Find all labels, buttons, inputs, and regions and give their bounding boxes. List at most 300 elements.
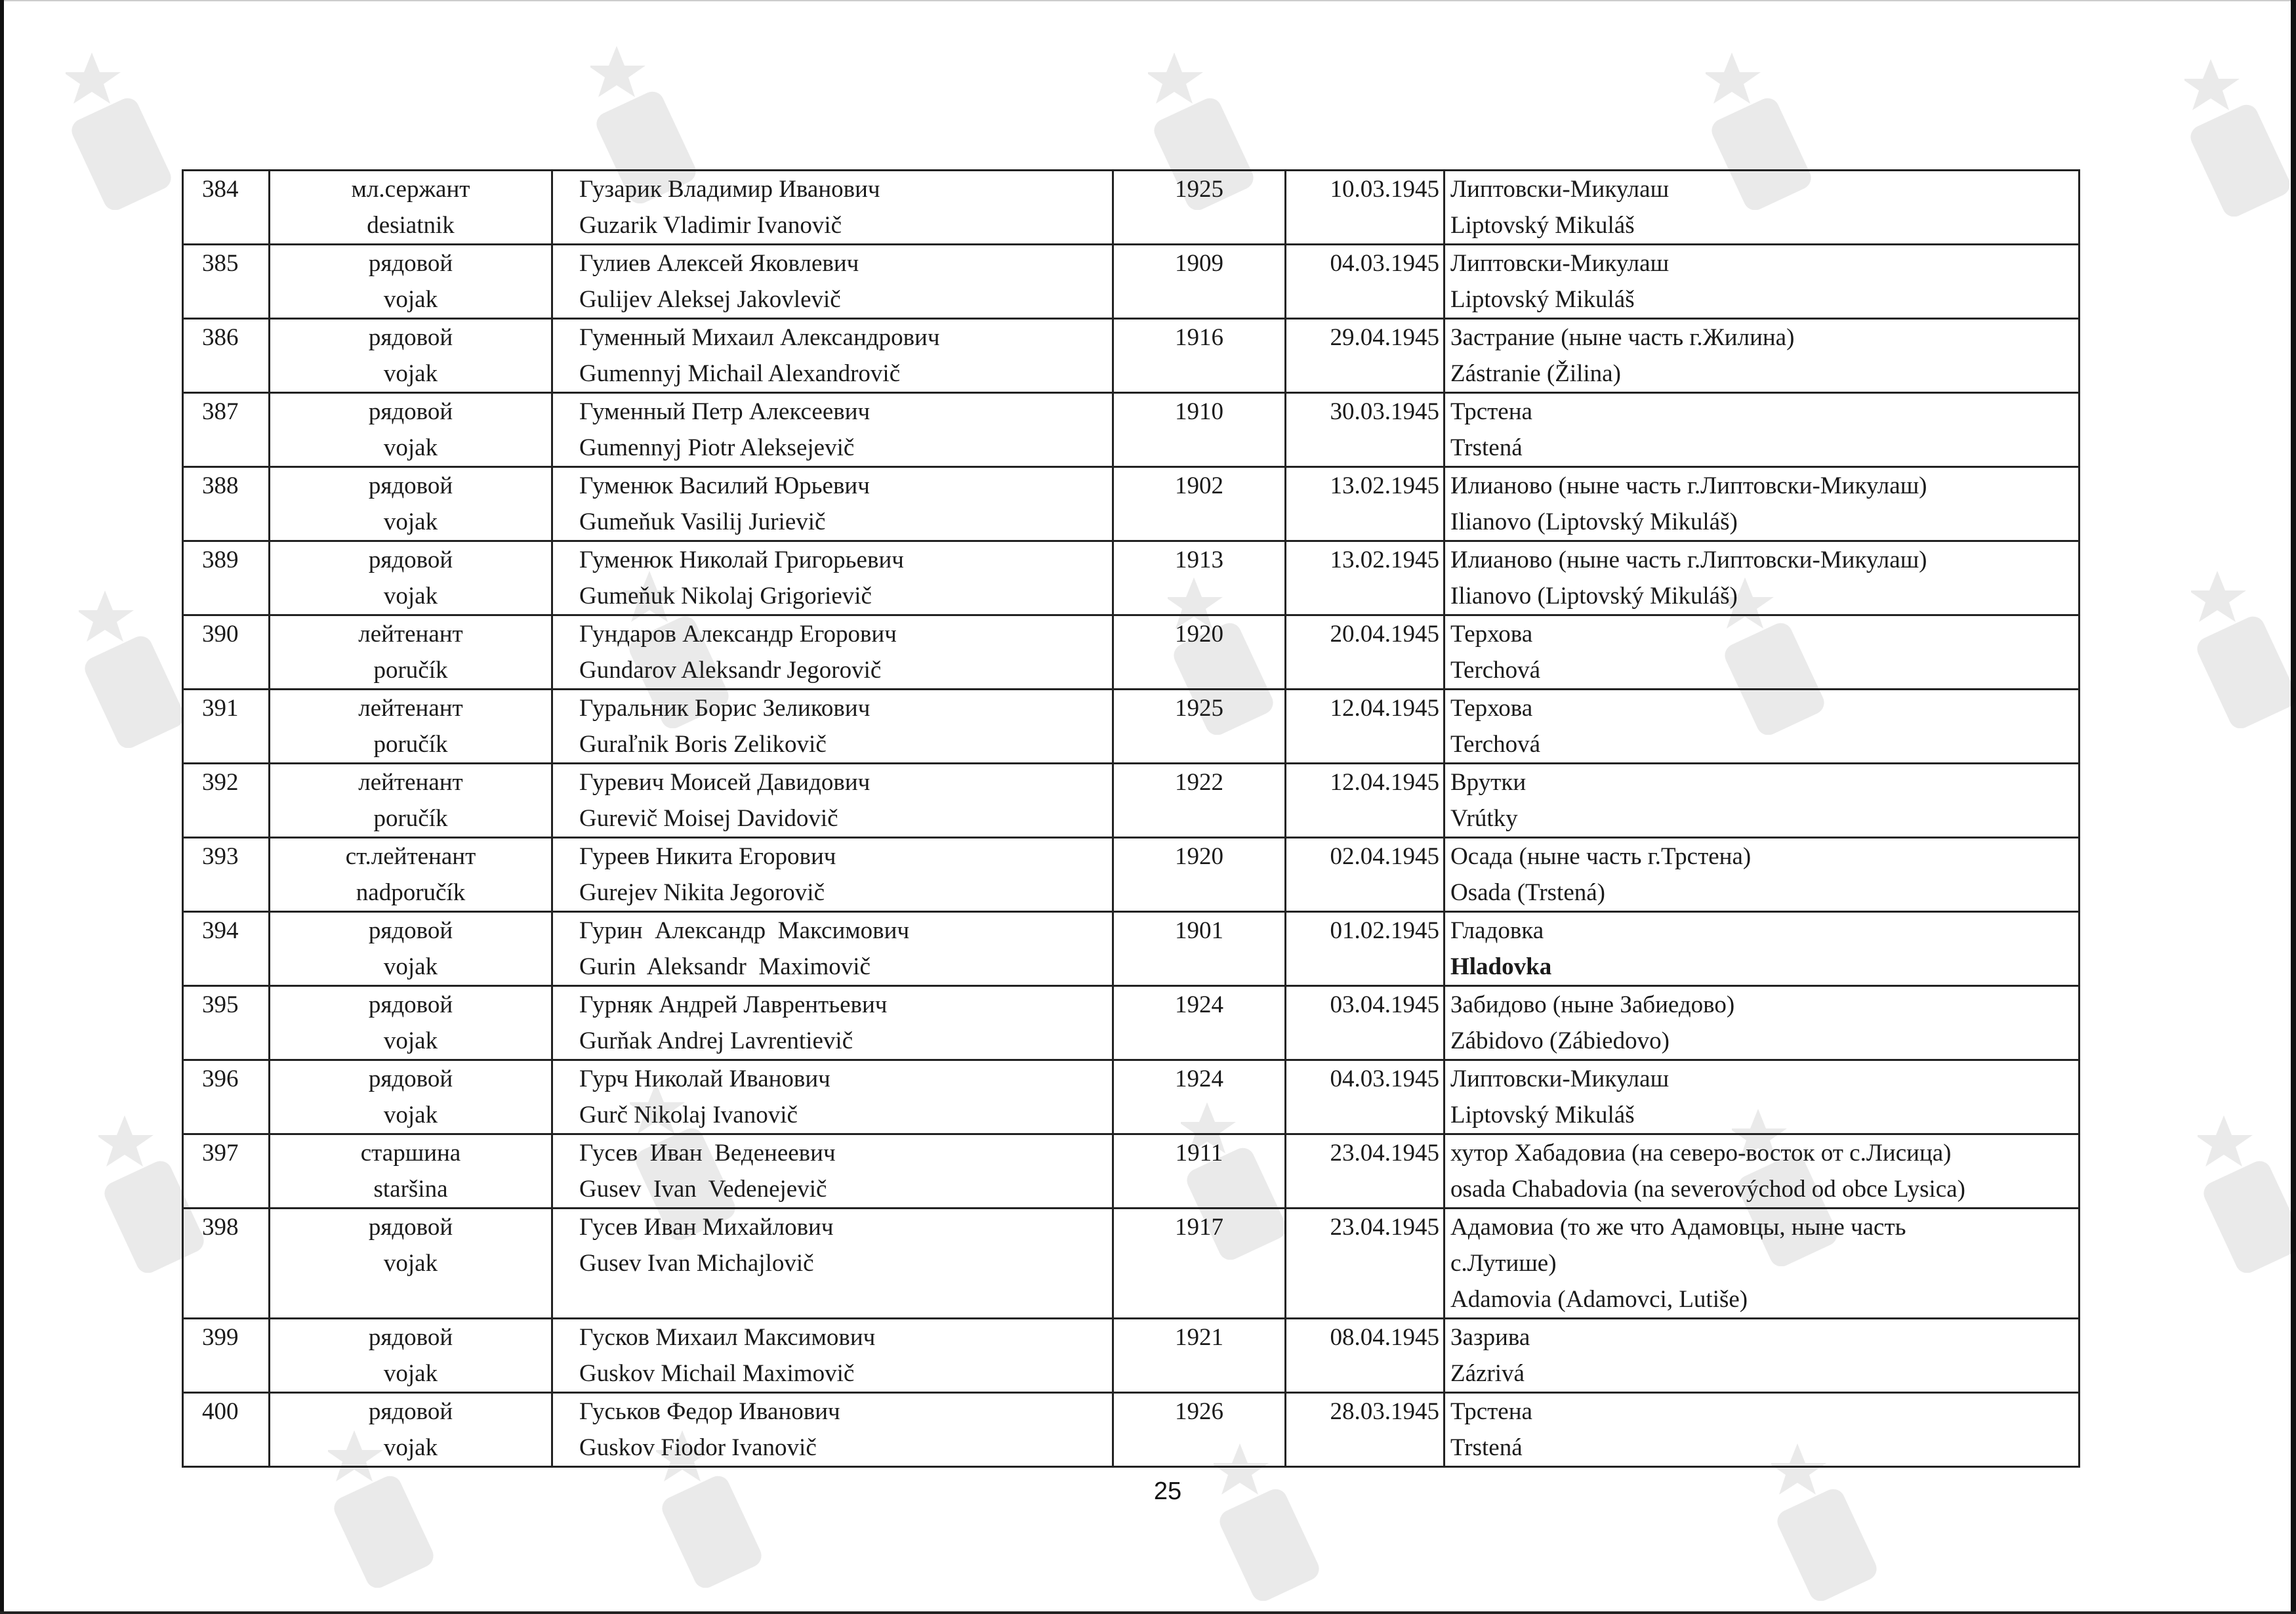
rank-cell xyxy=(270,245,552,319)
name-cell xyxy=(552,1060,1113,1134)
death-date: 02.04.1945 xyxy=(1330,843,1439,870)
death-date-cell xyxy=(1286,319,1445,393)
rank-ru: рядовой xyxy=(368,547,453,573)
rank-ru: рядовой xyxy=(368,472,453,499)
birth-year: 1920 xyxy=(1175,621,1223,648)
table-row xyxy=(183,1060,2080,1134)
burial-place-cell xyxy=(1445,541,2080,615)
death-date-cell xyxy=(1286,912,1445,986)
place-sk: Terchová xyxy=(1450,731,1541,758)
death-date: 28.03.1945 xyxy=(1330,1398,1439,1425)
place-sk: Vrútky xyxy=(1450,805,1518,832)
place-ru-line: Трстена xyxy=(1450,398,1532,425)
name-ru: Гуревич Моисей Давидович xyxy=(579,769,871,796)
rank-ru: рядовой xyxy=(368,991,453,1018)
birth-year-cell xyxy=(1113,615,1286,690)
record-number-cell xyxy=(183,1134,270,1209)
place-ru xyxy=(1450,1394,2078,1430)
death-date: 30.03.1945 xyxy=(1330,398,1439,425)
place-ru-line: Липтовски-Микулаш xyxy=(1450,250,1670,277)
burial-records-table xyxy=(182,169,2080,1468)
birth-year-cell xyxy=(1113,764,1286,838)
death-date: 12.04.1945 xyxy=(1330,695,1439,722)
rank-sk: vojak xyxy=(383,1434,438,1461)
name-sk: Guraľnik Boris Zelikovič xyxy=(579,731,827,758)
name-sk: Gumeňuk Nikolaj Grigorievič xyxy=(579,583,872,610)
name-cell xyxy=(552,393,1113,467)
place-sk: Ilianovo (Liptovský Mikuláš) xyxy=(1450,508,1738,535)
table-row xyxy=(183,245,2080,319)
rank-cell xyxy=(270,171,552,245)
name-ru: Гуменюк Василий Юрьевич xyxy=(579,472,870,499)
birth-year-cell xyxy=(1113,912,1286,986)
scan-edge-left xyxy=(0,0,4,1614)
name-cell xyxy=(552,319,1113,393)
name-cell xyxy=(552,1209,1113,1319)
place-ru-line: Липтовски-Микулаш xyxy=(1450,1066,1670,1092)
record-number-cell xyxy=(183,393,270,467)
place-sk: Terchová xyxy=(1450,657,1541,684)
record-number-cell xyxy=(183,171,270,245)
birth-year-cell xyxy=(1113,319,1286,393)
star-emblem-watermark-icon xyxy=(2198,1115,2296,1273)
rank-cell xyxy=(270,912,552,986)
rank-sk: vojak xyxy=(383,434,438,461)
record-number: 395 xyxy=(202,991,239,1018)
death-date-cell xyxy=(1286,1393,1445,1467)
rank-ru: мл.сержант xyxy=(351,176,470,203)
burial-place-cell xyxy=(1445,319,2080,393)
birth-year-cell xyxy=(1113,1393,1286,1467)
death-date-cell xyxy=(1286,541,1445,615)
record-number: 393 xyxy=(202,843,239,870)
birth-year-cell xyxy=(1113,986,1286,1060)
name-sk: Gurejev Nikita Jegorovič xyxy=(579,879,825,906)
burial-place-cell xyxy=(1445,1134,2080,1209)
record-number-cell xyxy=(183,467,270,541)
rank-ru: ст.лейтенант xyxy=(345,843,476,870)
death-date-cell xyxy=(1286,615,1445,690)
name-sk: Gundarov Aleksandr Jegorovič xyxy=(579,657,882,684)
place-ru-line: хутор Хабадовиа (на северо-восток от с.Лисица) xyxy=(1450,1140,1952,1167)
death-date: 08.04.1945 xyxy=(1330,1324,1439,1351)
name-cell xyxy=(552,764,1113,838)
star-emblem-watermark-icon xyxy=(2191,571,2296,728)
name-cell xyxy=(552,467,1113,541)
death-date: 04.03.1945 xyxy=(1330,1066,1439,1092)
name-ru: Гурняк Андрей Лаврентьевич xyxy=(579,991,888,1018)
rank-cell xyxy=(270,467,552,541)
name-cell xyxy=(552,245,1113,319)
place-sk: Trstená xyxy=(1450,434,1523,461)
name-ru: Гуменный Петр Алексеевич xyxy=(579,398,871,425)
table-row xyxy=(183,541,2080,615)
name-sk: Guskov Michail Maximovič xyxy=(579,1360,855,1387)
birth-year: 1920 xyxy=(1175,843,1223,870)
birth-year-cell xyxy=(1113,245,1286,319)
death-date-cell xyxy=(1286,838,1445,912)
place-ru xyxy=(1450,171,2078,207)
record-number-cell xyxy=(183,615,270,690)
burial-place-cell xyxy=(1445,690,2080,764)
place-sk: Zástranie (Žilina) xyxy=(1450,360,1621,387)
birth-year-cell xyxy=(1113,541,1286,615)
record-number: 398 xyxy=(202,1214,239,1241)
rank-sk: desiatnik xyxy=(367,212,455,239)
record-number: 399 xyxy=(202,1324,239,1351)
name-sk: Gulijev Aleksej Jakovlevič xyxy=(579,286,841,313)
rank-ru: рядовой xyxy=(368,1398,453,1425)
place-sk: Zázrivá xyxy=(1450,1360,1525,1387)
rank-ru: рядовой xyxy=(368,1066,453,1092)
burial-place-cell xyxy=(1445,615,2080,690)
table-row xyxy=(183,986,2080,1060)
name-sk: Gurin Aleksandr Maximovič xyxy=(579,953,871,980)
name-sk: Gumeňuk Vasilij Jurievič xyxy=(579,508,826,535)
star-emblem-watermark-icon xyxy=(66,52,177,210)
name-ru: Гусев Иван Веденеевич xyxy=(579,1140,836,1167)
record-number: 392 xyxy=(202,769,239,796)
birth-year: 1924 xyxy=(1175,1066,1223,1092)
rank-cell xyxy=(270,319,552,393)
death-date: 20.04.1945 xyxy=(1330,621,1439,648)
name-cell xyxy=(552,912,1113,986)
record-number: 396 xyxy=(202,1066,239,1092)
place-ru-line: Гладовка xyxy=(1450,917,1544,944)
record-number-cell xyxy=(183,1319,270,1393)
burial-place-cell xyxy=(1445,986,2080,1060)
record-number-cell xyxy=(183,986,270,1060)
scan-edge-bottom xyxy=(0,1611,2296,1614)
name-sk: Guzarik Vladimir Ivanovič xyxy=(579,212,842,239)
name-ru: Гуральник Борис Зеликович xyxy=(579,695,871,722)
rank-sk: poručík xyxy=(373,805,448,832)
burial-place-cell xyxy=(1445,912,2080,986)
record-number-cell xyxy=(183,245,270,319)
death-date-cell xyxy=(1286,690,1445,764)
rank-ru: лейтенант xyxy=(358,695,463,722)
burial-place-cell xyxy=(1445,1319,2080,1393)
death-date-cell xyxy=(1286,986,1445,1060)
death-date: 03.04.1945 xyxy=(1330,991,1439,1018)
death-date-cell xyxy=(1286,1134,1445,1209)
name-cell xyxy=(552,1319,1113,1393)
burial-place-cell xyxy=(1445,171,2080,245)
scan-edge-top xyxy=(0,0,2296,1)
birth-year-cell xyxy=(1113,393,1286,467)
place-ru xyxy=(1450,764,2078,800)
record-number: 391 xyxy=(202,695,239,722)
place-sk: Hladovka xyxy=(1450,953,1552,980)
birth-year-cell xyxy=(1113,171,1286,245)
place-ru-line: Терхова xyxy=(1450,621,1533,648)
table-row xyxy=(183,319,2080,393)
name-sk: Gusev Ivan Michajlovič xyxy=(579,1250,814,1277)
burial-place-cell xyxy=(1445,1060,2080,1134)
place-ru-line: Липтовски-Микулаш xyxy=(1450,176,1670,203)
death-date: 13.02.1945 xyxy=(1330,472,1439,499)
name-sk: Gurč Nikolaj Ivanovič xyxy=(579,1102,798,1128)
birth-year-cell xyxy=(1113,1209,1286,1319)
rank-cell xyxy=(270,690,552,764)
place-sk: Liptovský Mikuláš xyxy=(1450,286,1635,313)
star-emblem-watermark-icon xyxy=(2184,59,2296,217)
star-emblem-watermark-icon xyxy=(79,590,190,748)
name-cell xyxy=(552,838,1113,912)
birth-year: 1901 xyxy=(1175,917,1223,944)
death-date: 01.02.1945 xyxy=(1330,917,1439,944)
rank-sk: vojak xyxy=(383,286,438,313)
place-sk: Zábidovo (Zábiedovo) xyxy=(1450,1027,1670,1054)
rank-cell xyxy=(270,1319,552,1393)
rank-ru: лейтенант xyxy=(358,621,463,648)
name-sk: Guskov Fiodor Ivanovič xyxy=(579,1434,817,1461)
place-sk: Liptovský Mikuláš xyxy=(1450,1102,1635,1128)
table-row xyxy=(183,690,2080,764)
birth-year: 1925 xyxy=(1175,695,1223,722)
birth-year-cell xyxy=(1113,467,1286,541)
place-ru-line: Забидово (ныне Забиедово) xyxy=(1450,991,1735,1018)
rank-sk: poručík xyxy=(373,657,448,684)
record-number: 394 xyxy=(202,917,239,944)
place-ru xyxy=(1450,1209,2078,1281)
rank-ru: рядовой xyxy=(368,250,453,277)
place-ru-line: Илианово (ныне часть г.Липтовски-Микулаш) xyxy=(1450,547,1927,573)
place-ru-line: Застрание (ныне часть г.Жилина) xyxy=(1450,324,1795,351)
rank-ru: рядовой xyxy=(368,1214,453,1241)
name-cell xyxy=(552,690,1113,764)
birth-year-cell xyxy=(1113,838,1286,912)
burial-place-cell xyxy=(1445,393,2080,467)
record-number-cell xyxy=(183,1393,270,1467)
name-cell xyxy=(552,1134,1113,1209)
place-ru-line: Осада (ныне часть г.Трстена) xyxy=(1450,843,1752,870)
death-date: 13.02.1945 xyxy=(1330,547,1439,573)
place-sk: Trstená xyxy=(1450,1434,1523,1461)
death-date: 04.03.1945 xyxy=(1330,250,1439,277)
birth-year: 1902 xyxy=(1175,472,1223,499)
name-ru: Гундаров Александр Егорович xyxy=(579,621,897,648)
birth-year: 1909 xyxy=(1175,250,1223,277)
rank-ru: рядовой xyxy=(368,917,453,944)
place-ru xyxy=(1450,468,2078,504)
death-date-cell xyxy=(1286,467,1445,541)
name-ru: Гусев Иван Михайлович xyxy=(579,1214,834,1241)
table-row xyxy=(183,1209,2080,1319)
rank-cell xyxy=(270,986,552,1060)
place-sk: Ilianovo (Liptovský Mikuláš) xyxy=(1450,583,1738,610)
birth-year: 1922 xyxy=(1175,769,1223,796)
birth-year: 1911 xyxy=(1175,1140,1223,1167)
death-date-cell xyxy=(1286,245,1445,319)
record-number: 385 xyxy=(202,250,239,277)
name-sk: Gurevič Moisej Davidovič xyxy=(579,805,838,832)
place-ru-line: Терхова xyxy=(1450,695,1533,722)
death-date-cell xyxy=(1286,1209,1445,1319)
rank-cell xyxy=(270,838,552,912)
place-ru-line: Адамовиа (то же что Адамовцы, ныне часть xyxy=(1450,1214,1906,1241)
death-date-cell xyxy=(1286,1319,1445,1393)
place-sk: Osada (Trstená) xyxy=(1450,879,1606,906)
death-date-cell xyxy=(1286,764,1445,838)
record-number-cell xyxy=(183,838,270,912)
place-ru-line: Трстена xyxy=(1450,1398,1532,1425)
record-number-cell xyxy=(183,1060,270,1134)
record-number: 389 xyxy=(202,547,239,573)
rank-sk: nadporučík xyxy=(356,879,466,906)
record-number-cell xyxy=(183,912,270,986)
table-row xyxy=(183,467,2080,541)
burial-place-cell xyxy=(1445,1209,2080,1319)
place-sk: osada Chabadovia (na severovýchod od obce Lysica) xyxy=(1450,1176,1965,1203)
death-date: 10.03.1945 xyxy=(1330,176,1439,203)
rank-sk: vojak xyxy=(383,360,438,387)
name-ru: Гуменюк Николай Григорьевич xyxy=(579,547,904,573)
place-ru xyxy=(1450,913,2078,949)
rank-sk: vojak xyxy=(383,953,438,980)
death-date-cell xyxy=(1286,1060,1445,1134)
death-date: 23.04.1945 xyxy=(1330,1140,1439,1167)
death-date-cell xyxy=(1286,393,1445,467)
rank-ru: рядовой xyxy=(368,398,453,425)
rank-sk: vojak xyxy=(383,1250,438,1277)
rank-ru: старшина xyxy=(360,1140,461,1167)
burial-place-cell xyxy=(1445,764,2080,838)
scan-edge-right xyxy=(2291,0,2296,1614)
record-number-cell xyxy=(183,541,270,615)
table-row xyxy=(183,1319,2080,1393)
birth-year-cell xyxy=(1113,1319,1286,1393)
table-row xyxy=(183,393,2080,467)
rank-cell xyxy=(270,393,552,467)
name-cell xyxy=(552,171,1113,245)
name-sk: Gurňak Andrej Lavrentievič xyxy=(579,1027,853,1054)
burial-place-cell xyxy=(1445,838,2080,912)
death-date-cell xyxy=(1286,171,1445,245)
rank-sk: vojak xyxy=(383,508,438,535)
record-number-cell xyxy=(183,690,270,764)
rank-sk: vojak xyxy=(383,1102,438,1128)
death-date: 23.04.1945 xyxy=(1330,1214,1439,1241)
name-ru: Гузарик Владимир Иванович xyxy=(579,176,880,203)
rank-sk: poručík xyxy=(373,731,448,758)
birth-year: 1910 xyxy=(1175,398,1223,425)
rank-sk: vojak xyxy=(383,583,438,610)
birth-year: 1921 xyxy=(1175,1324,1223,1351)
burial-place-cell xyxy=(1445,467,2080,541)
rank-sk: staršina xyxy=(373,1176,448,1203)
table-row xyxy=(183,1134,2080,1209)
rank-cell xyxy=(270,1209,552,1319)
birth-year: 1917 xyxy=(1175,1214,1223,1241)
records-body xyxy=(183,171,2080,1467)
name-ru: Гурч Николай Иванович xyxy=(579,1066,830,1092)
place-sk: Liptovský Mikuláš xyxy=(1450,212,1635,239)
rank-sk: vojak xyxy=(383,1027,438,1054)
record-number: 387 xyxy=(202,398,239,425)
name-ru: Гуськов Федор Иванович xyxy=(579,1398,840,1425)
birth-year-cell xyxy=(1113,1060,1286,1134)
place-ru-line: с.Лутише) xyxy=(1450,1250,1557,1277)
rank-ru: лейтенант xyxy=(358,769,463,796)
place-ru xyxy=(1450,690,2078,726)
record-number: 388 xyxy=(202,472,239,499)
death-date: 29.04.1945 xyxy=(1330,324,1439,351)
table-row xyxy=(183,838,2080,912)
name-cell xyxy=(552,541,1113,615)
rank-cell xyxy=(270,1060,552,1134)
birth-year-cell xyxy=(1113,1134,1286,1209)
name-ru: Гулиев Алексей Яковлевич xyxy=(579,250,859,277)
table-row xyxy=(183,764,2080,838)
place-ru xyxy=(1450,838,2078,875)
table-row xyxy=(183,615,2080,690)
name-ru: Гурин Александр Максимович xyxy=(579,917,910,944)
place-ru-line: Врутки xyxy=(1450,769,1527,796)
burial-place-cell xyxy=(1445,1393,2080,1467)
place-ru xyxy=(1450,1061,2078,1097)
name-sk: Gumennyj Michail Alexandrovič xyxy=(579,360,901,387)
birth-year: 1926 xyxy=(1175,1398,1223,1425)
name-sk: Gusev Ivan Vedenejevič xyxy=(579,1176,827,1203)
place-ru xyxy=(1450,1135,2078,1171)
rank-ru: рядовой xyxy=(368,324,453,351)
rank-cell xyxy=(270,1393,552,1467)
name-sk: Gumennyj Piotr Aleksejevič xyxy=(579,434,855,461)
name-cell xyxy=(552,615,1113,690)
record-number: 390 xyxy=(202,621,239,648)
name-ru: Гуреев Никита Егорович xyxy=(579,843,836,870)
place-ru-line: Зазрива xyxy=(1450,1324,1530,1351)
place-sk: Adamovia (Adamovci, Lutiše) xyxy=(1450,1286,1748,1313)
name-cell xyxy=(552,1393,1113,1467)
birth-year: 1924 xyxy=(1175,991,1223,1018)
rank-ru: рядовой xyxy=(368,1324,453,1351)
record-number: 386 xyxy=(202,324,239,351)
birth-year: 1916 xyxy=(1175,324,1223,351)
death-date: 12.04.1945 xyxy=(1330,769,1439,796)
place-ru xyxy=(1450,616,2078,652)
place-ru xyxy=(1450,394,2078,430)
record-number: 384 xyxy=(202,176,239,203)
place-ru xyxy=(1450,1319,2078,1355)
name-ru: Гусков Михаил Максимович xyxy=(579,1324,876,1351)
name-cell xyxy=(552,986,1113,1060)
birth-year: 1925 xyxy=(1175,176,1223,203)
record-number-cell xyxy=(183,319,270,393)
rank-sk: vojak xyxy=(383,1360,438,1387)
name-ru: Гуменный Михаил Александрович xyxy=(579,324,940,351)
place-ru xyxy=(1450,987,2078,1023)
record-number-cell xyxy=(183,1209,270,1319)
place-ru xyxy=(1450,245,2078,281)
place-ru xyxy=(1450,542,2078,578)
burial-place-cell xyxy=(1445,245,2080,319)
birth-year: 1913 xyxy=(1175,547,1223,573)
table-row xyxy=(183,1393,2080,1467)
place-ru xyxy=(1450,320,2078,356)
birth-year-cell xyxy=(1113,690,1286,764)
rank-cell xyxy=(270,1134,552,1209)
record-number: 400 xyxy=(202,1398,239,1425)
page-number: 25 xyxy=(1153,1478,1182,1505)
rank-cell xyxy=(270,541,552,615)
record-number-cell xyxy=(183,764,270,838)
table-row xyxy=(183,912,2080,986)
rank-cell xyxy=(270,764,552,838)
rank-cell xyxy=(270,615,552,690)
place-ru-line: Илианово (ныне часть г.Липтовски-Микулаш) xyxy=(1450,472,1927,499)
